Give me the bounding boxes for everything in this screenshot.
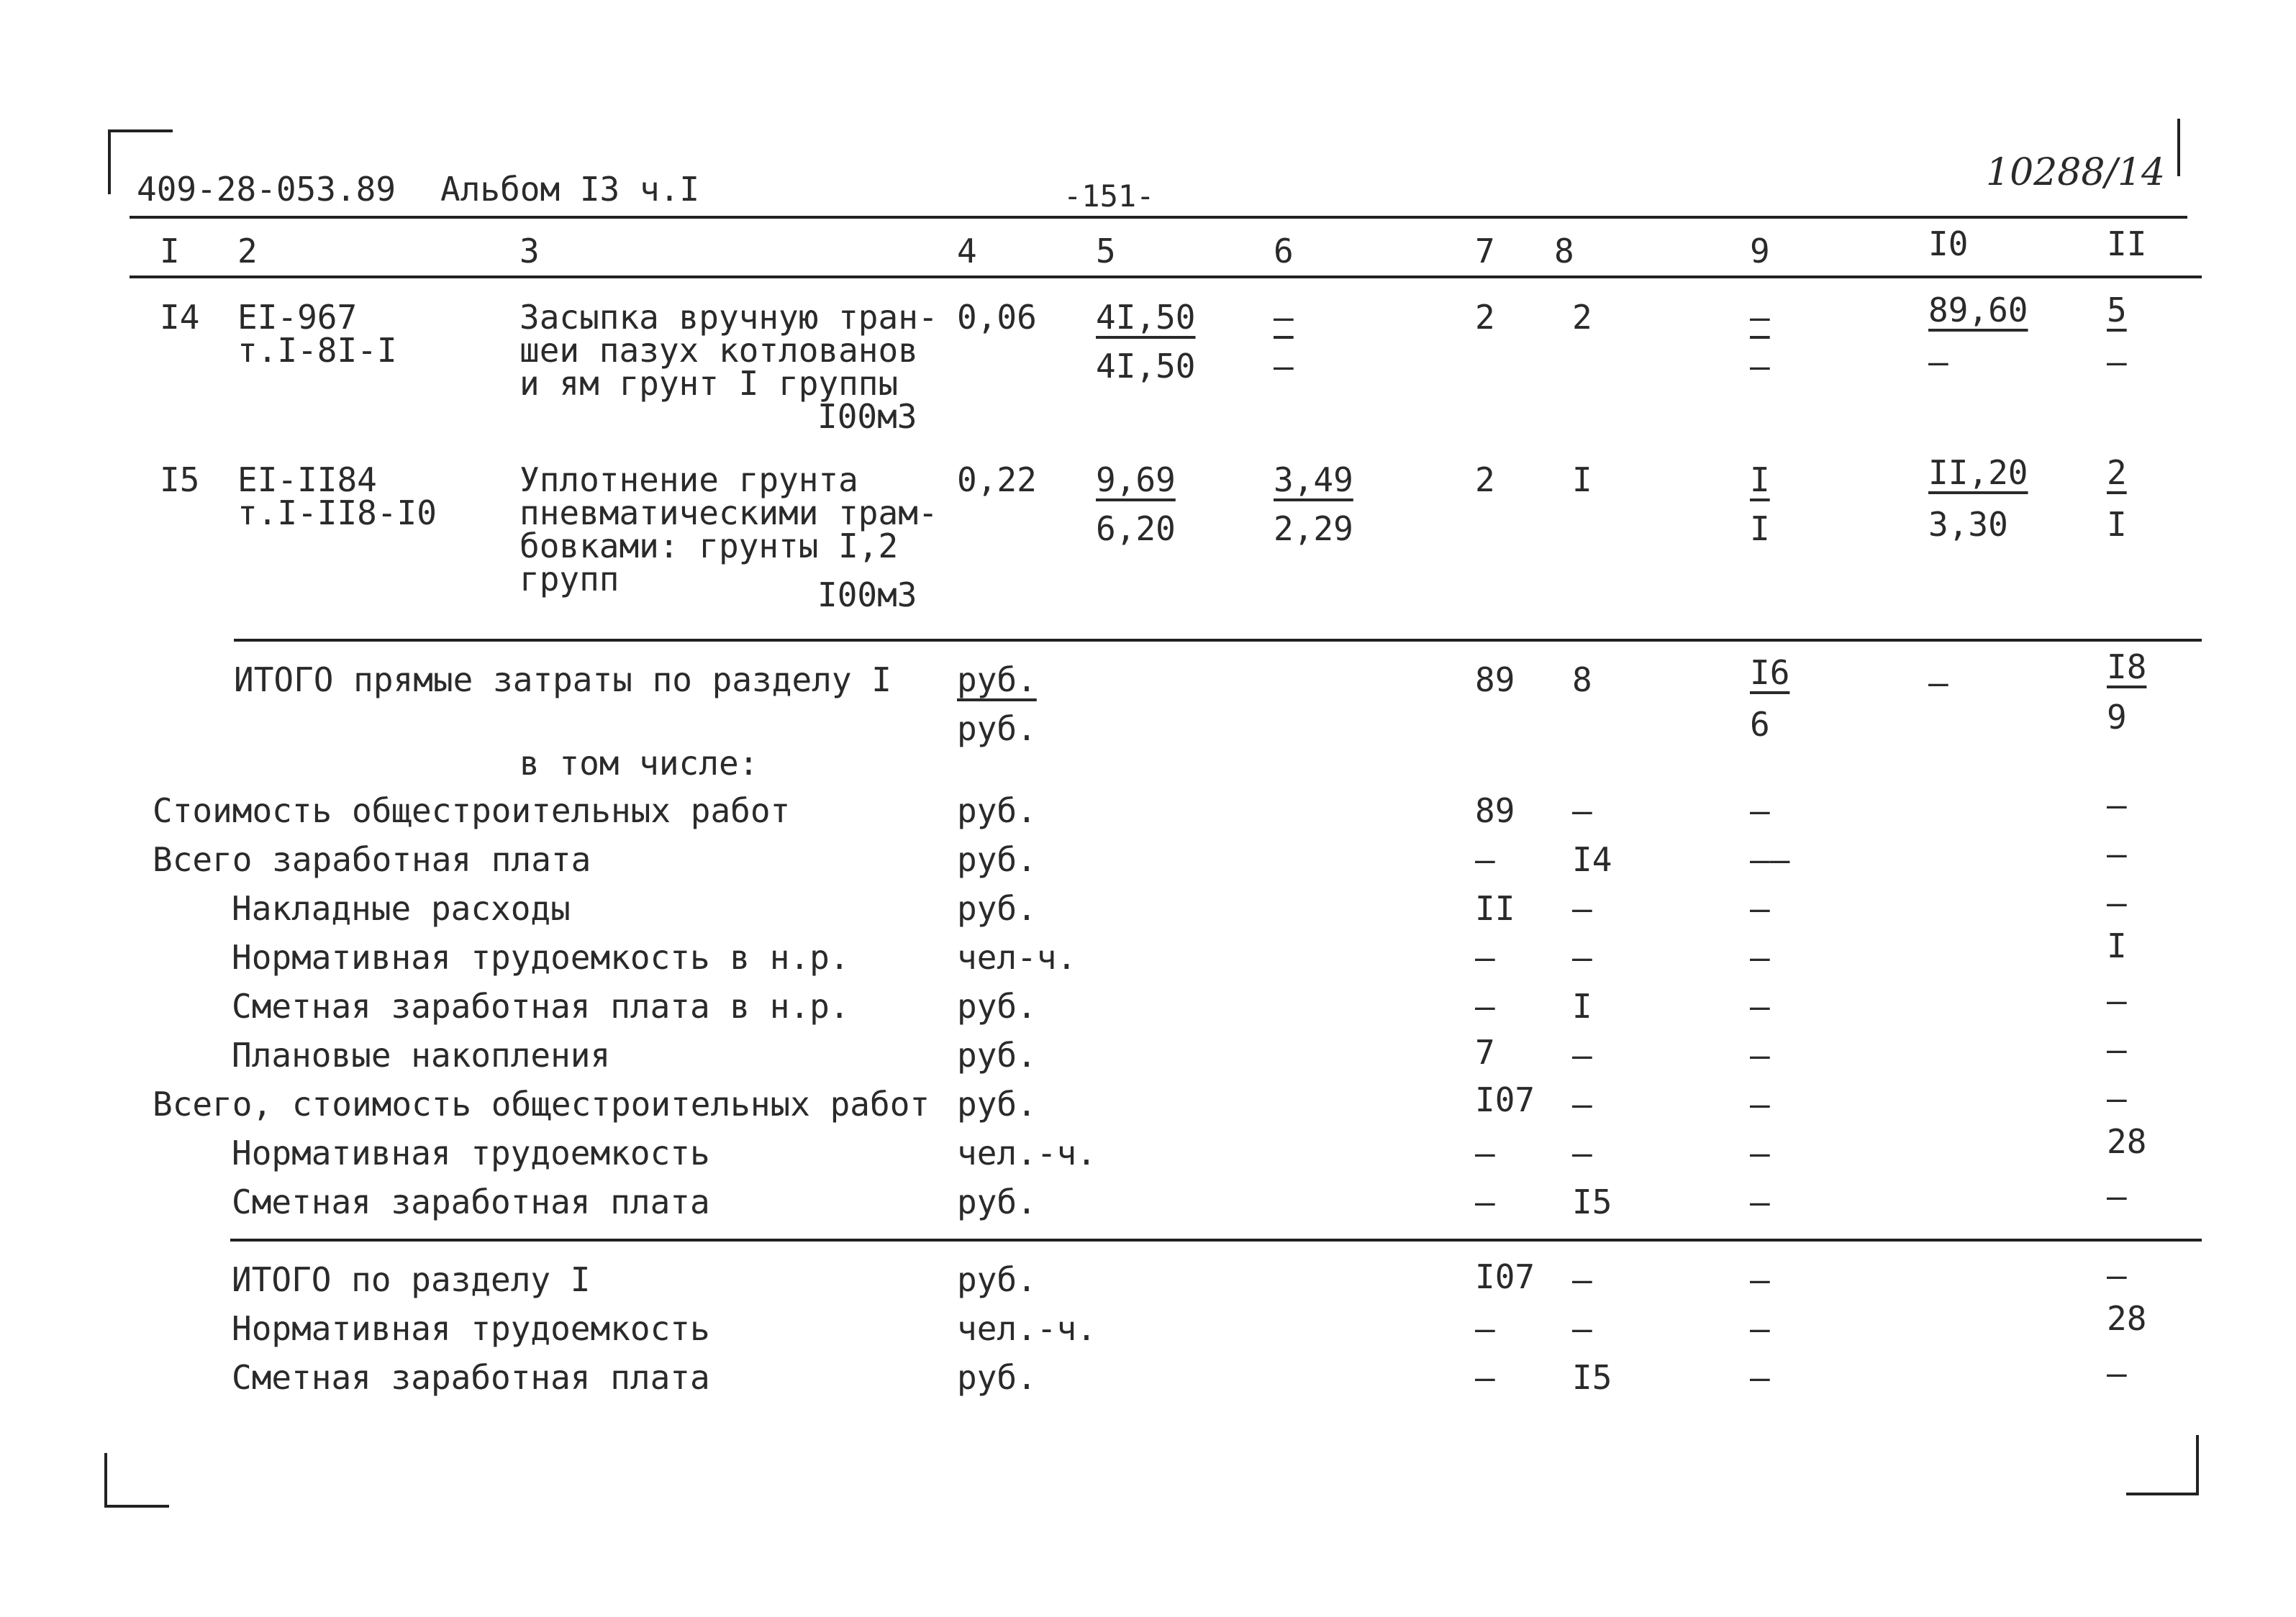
work-description: пневматическими трам- [519,493,938,532]
row-number: I4 [160,298,200,337]
summary-col11: – [2107,1079,2127,1118]
summary-col8: I5 [1572,1183,1612,1221]
summary-col7: 89 [1475,791,1515,830]
summary-unit: руб. [957,791,1037,830]
summary-unit: руб. [957,840,1037,879]
summary-label: Накладные расходы [232,889,571,928]
total-direct-col7: 89 [1475,660,1515,699]
summary-col7: – [1475,840,1495,879]
frame-corner-bottom-right-h [2126,1493,2198,1495]
frame-corner-bottom-left-h [104,1505,169,1508]
summary-col9: – [1750,1183,1770,1221]
summary-unit: руб. [957,987,1037,1026]
summary-col7: – [1475,987,1495,1026]
col-num: 8 [1554,232,1574,270]
summary-col9: – [1750,1134,1770,1172]
total-direct-col11-bottom: 9 [2107,698,2127,737]
cell-col9-top: I [1750,460,1770,499]
summary-col11: – [2107,883,2127,922]
summary-label: Плановые накопления [232,1036,611,1075]
col-num: I0 [1928,224,1969,263]
cell-col11-top: 2 [2107,453,2127,492]
total-direct-col9-bottom: 6 [1750,705,1770,744]
cell-col10-top: II,20 [1928,453,2028,492]
summary-unit: руб. [957,1085,1037,1124]
col-num: 7 [1475,232,1495,270]
frame-corner-top-left-h [108,129,173,132]
summary-label: Всего, стоимость общестроительных работ [153,1085,930,1124]
section-total-label: Нормативная трудоемкость [232,1309,710,1348]
summary-col9: —— [1750,840,1790,879]
total-direct-label: ИТОГО прямые затраты по разделу I [234,660,891,699]
summary-col7: II [1475,889,1515,928]
summary-col8: – [1572,1134,1592,1172]
summary-col7: – [1475,938,1495,977]
summary-col7: – [1475,1183,1495,1221]
work-description: бовками: грунты I,2 [519,527,899,565]
summary-unit: руб. [957,1036,1037,1075]
summary-col7: I07 [1475,1080,1535,1119]
section-total-col7: – [1475,1309,1495,1348]
cell-col11-bottom: I [2107,505,2127,544]
total-direct-unit-top: руб. [957,660,1037,699]
col-num: 5 [1096,232,1116,270]
section-total-unit: чел.-ч. [957,1309,1097,1348]
cell-col4: 0,22 [957,460,1037,499]
summary-col9: – [1750,987,1770,1026]
section-total-col8: I5 [1572,1358,1612,1397]
rule-header-top [130,216,2187,219]
section-total-col9: – [1750,1358,1770,1397]
page-number: -151- [1063,178,1155,214]
section-total-col8: – [1572,1309,1592,1348]
section-total-col9: – [1750,1309,1770,1348]
summary-label: Сметная заработная плата в н.р. [232,987,850,1026]
work-description: и ям грунт I группы [519,364,899,403]
work-description: групп [519,560,620,598]
section-total-unit: руб. [957,1358,1037,1397]
summary-col8: I4 [1572,840,1612,879]
summary-col8: – [1572,889,1592,928]
norm-code: EI-II84 [237,460,377,499]
section-total-col11: – [2107,1256,2127,1295]
section-total-col7: – [1475,1358,1495,1397]
summary-col7: – [1475,1134,1495,1172]
cell-col7: 2 [1475,298,1495,337]
summary-col8: – [1572,938,1592,977]
summary-col9: – [1750,938,1770,977]
cell-col8: I [1572,460,1592,499]
summary-col8: – [1572,1085,1592,1124]
cell-col5-top: 4I,50 [1096,298,1196,337]
work-description: Засыпка вручную тран- [519,298,938,337]
work-description: Уплотнение грунта [519,460,858,499]
section-total-col9: – [1750,1260,1770,1299]
total-direct-unit-bottom: руб. [957,709,1037,748]
summary-unit: чел.-ч. [957,1134,1097,1172]
section-total-label: Сметная заработная плата [232,1358,710,1397]
summary-col11: – [2107,785,2127,824]
cell-col8: 2 [1572,298,1592,337]
cell-col7: 2 [1475,460,1495,499]
album-label: Альбом I3 ч.I [440,170,700,209]
row-number: I5 [160,460,200,499]
total-direct-col8: 8 [1572,660,1592,699]
summary-col8: – [1572,791,1592,830]
summary-unit: руб. [957,889,1037,928]
col-num: II [2107,224,2147,263]
summary-label: Нормативная трудоемкость [232,1134,710,1172]
col-num: 3 [519,232,540,270]
cell-col5-top: 9,69 [1096,460,1176,499]
summary-col11: I [2107,926,2127,965]
col-num: I [160,232,180,270]
total-direct-col9-top: I6 [1750,653,1790,692]
cell-col11-bottom: – [2107,342,2127,381]
section-total-col7: I07 [1475,1257,1535,1296]
cell-col6-bottom: – [1274,347,1294,386]
rule-totals-top [234,639,2202,642]
summary-col9: – [1750,1085,1770,1124]
norm-code: т.I-8I-I [237,331,397,370]
cell-col5-bottom: 4I,50 [1096,347,1196,386]
section-total-unit: руб. [957,1260,1037,1299]
summary-unit: руб. [957,1183,1037,1221]
cell-col11-top: 5 [2107,291,2127,329]
frame-corner-top-right-v [2177,119,2180,176]
doc-code: 409-28-053.89 [137,170,396,209]
cell-col9-top: – [1750,298,1770,337]
frame-corner-bottom-left-v [104,1453,107,1508]
summary-col9: – [1750,889,1770,928]
including-label: в том числе: [519,744,759,783]
work-description: шеи пазух котлованов [519,331,918,370]
summary-label: Нормативная трудоемкость в н.р. [232,938,850,977]
col-num: 4 [957,232,977,270]
summary-col11: 28 [2107,1122,2147,1161]
summary-col8: – [1572,1036,1592,1075]
cell-col5-bottom: 6,20 [1096,509,1176,548]
cell-col6-bottom: 2,29 [1274,509,1353,548]
norm-code: EI-967 [237,298,358,337]
summary-label: Стоимость общестроительных работ [153,791,791,830]
summary-col7: 7 [1475,1033,1495,1072]
col-num: 2 [237,232,258,270]
work-unit: I00м3 [817,575,917,614]
frame-corner-top-left-v [108,129,111,194]
summary-col9: – [1750,791,1770,830]
summary-col11: – [2107,1177,2127,1216]
cell-col10-bottom: 3,30 [1928,505,2008,544]
cell-col6-top: – [1274,298,1294,337]
total-direct-col10: – [1928,663,1948,702]
col-num: 9 [1750,232,1770,270]
summary-unit: чел-ч. [957,938,1077,977]
cell-col10-top: 89,60 [1928,291,2028,329]
section-total-col11: – [2107,1354,2127,1393]
cell-col10-bottom: – [1928,342,1948,381]
rule-section-total-top [230,1239,2202,1242]
archive-number: 10288/14 [1986,151,2166,194]
section-total-col8: – [1572,1260,1592,1299]
summary-col11: – [2107,834,2127,873]
summary-col11: – [2107,1030,2127,1069]
cell-col4: 0,06 [957,298,1037,337]
cell-col6-top: 3,49 [1274,460,1353,499]
cell-col9-bottom: – [1750,347,1770,386]
summary-col9: – [1750,1036,1770,1075]
frame-corner-bottom-right-v [2196,1435,2199,1495]
cell-col9-bottom: I [1750,509,1770,548]
summary-col8: I [1572,987,1592,1026]
total-direct-col11-top: I8 [2107,647,2147,686]
summary-label: Всего заработная плата [153,840,591,879]
summary-col11: – [2107,981,2127,1020]
summary-label: Сметная заработная плата [232,1183,710,1221]
norm-code: т.I-II8-I0 [237,493,437,532]
work-unit: I00м3 [817,397,917,436]
section-total-label: ИТОГО по разделу I [232,1260,591,1299]
rule-header-bottom [130,275,2202,278]
col-num: 6 [1274,232,1294,270]
section-total-col11: 28 [2107,1299,2147,1338]
